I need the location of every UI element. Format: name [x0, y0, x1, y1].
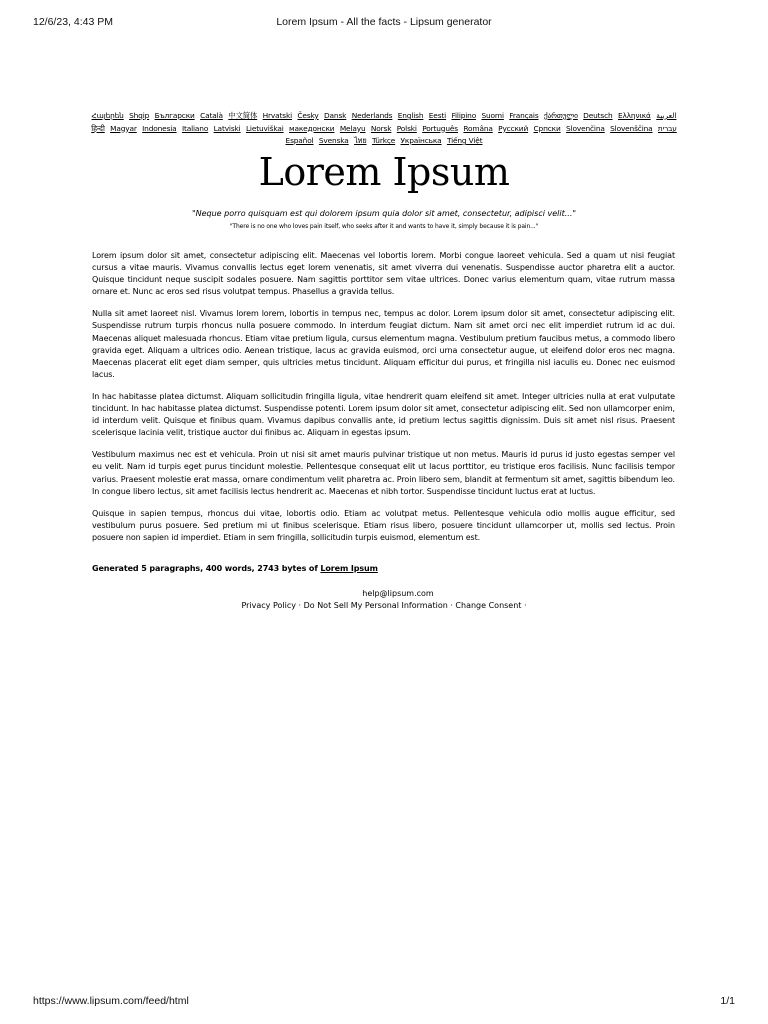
language-link[interactable]: Slovenščina	[610, 123, 653, 133]
language-link[interactable]: English	[397, 111, 424, 120]
lipsum-paragraph: Quisque in sapien tempus, rhoncus dui vitae, lobortis odio. Etiam ac volutpat metus. Pellentesque vehicula odio mollis augue efficitur, sed vestibulum purus posuere. Sed pretium mi ut finibus scelerisque. Etiam risus libero, posuere tincidunt ullamcorper ut, mollis sed lectus. Proin posuere non sapien id imperdiet. Etiam in sem fringilla, sollicitudin turpis euismod, elementum est.	[92, 508, 675, 542]
lipsum-paragraph: In hac habitasse platea dictumst. Aliquam sollicitudin fringilla ligula, vitae hendrerit quam eleifend sit amet. Integer ultricies nulla at erat vulputate tincidunt. In hac habitasse platea dictumst. Suspendisse potenti. Lorem ipsum dolor sit amet, consectetur adipiscing elit. Sed non ullamcorper enim, id interdum velit. Quisque et finibus quam. Vivamus dapibus convallis ante, id pretium lectus sagittis dignissim. Duis sit amet nisl risus. Praesent scelerisque lacinia velit, tristique auctor dui finibus ac. Aliquam in egestas ipsum.	[92, 391, 675, 438]
lorem-ipsum-link[interactable]: Lorem Ipsum	[320, 564, 378, 573]
language-link[interactable]: 中文简体	[228, 111, 258, 120]
language-link[interactable]: Italiano	[181, 123, 209, 133]
language-link[interactable]: Shqip	[129, 111, 150, 120]
lipsum-paragraph: Vestibulum maximus nec est et vehicula. Proin ut nisi sit amet mauris pulvinar tristique ut non metus. Mauris id purus id justo egestas semper vel eu velit. Nam id turpis eget purus tincidunt molestie. Pellentesque consequat elit ut lacus porttitor, eu tristique eros facilisis. Nunc facilisis tempor varius. Praesent molestie erat massa, ornare condimentum velit pharetra ac. Proin libero sem, blandit at fermentum sit amet, sagittis bibendum leo. In congue libero lectus, sit amet facilisis lectus hendrerit ac. Maecenas et nibh tortor. Suspendisse tincidunt luctus erat at luctus.	[92, 450, 675, 496]
language-link[interactable]: Eesti	[428, 111, 447, 120]
language-link[interactable]: Hrvatski	[262, 111, 293, 120]
language-link[interactable]: Suomi	[481, 111, 504, 120]
language-link[interactable]: Tiếng Việt	[446, 136, 483, 145]
language-link[interactable]: Français	[509, 111, 539, 120]
language-row	[284, 136, 484, 145]
language-link[interactable]: Lietuviškai	[245, 123, 284, 133]
language-link[interactable]: Português	[422, 123, 458, 133]
language-link[interactable]: हिन्दी	[91, 123, 105, 133]
language-link[interactable]: ‫العربية	[656, 111, 677, 120]
language-link[interactable]: ქართული	[543, 111, 578, 120]
language-row	[90, 124, 679, 133]
language-link[interactable]: Nederlands	[351, 111, 393, 120]
language-link[interactable]: Magyar	[110, 123, 137, 133]
policy-links[interactable]: Privacy Policy · Do Not Sell My Personal Information · Change Consent ·	[241, 601, 527, 610]
print-page-title: Lorem Ipsum - All the facts - Lipsum generator	[276, 16, 492, 28]
print-datetime: 12/6/23, 4:43 PM	[33, 16, 113, 28]
language-link[interactable]: Slovenčina	[566, 123, 605, 133]
latin-quote: "Neque porro quisquam est qui dolorem ipsum quia dolor sit amet, consectetur, adipisci velit..."	[191, 209, 577, 218]
language-link[interactable]: Româna	[463, 123, 493, 133]
language-links	[86, 110, 682, 148]
print-url: https://www.lipsum.com/feed/html	[33, 995, 189, 1007]
lipsum-paragraph: Nulla sit amet laoreet nisl. Vivamus lorem lorem, lobortis in tempus nec, tempus ac dolor. Lorem ipsum dolor sit amet, consectetur adipiscing elit. Suspendisse rutrum turpis rhoncus nulla posuere commodo. In interdum feugiat dictum. Nam sit amet orci nec elit imperdiet rutrum id ac dui. Maecenas aliquet malesuada rhoncus. Etiam vitae pretium ligula, cursus elementum magna. Vestibulum pretium faucibus metus, a commodo libero gravida eget. Aliquam a ultrices odio. Aenean tristique, lacus ac gravida euismod, orci urna consectetur augue, ut eleifend dolor eros nec magna. Maecenas placerat elit eget diam semper, quis ultricies metus tincidunt. Aliquam efficitur dui purus, et fringilla nisl iaculis eu. Donec nec euismod lacus.	[92, 309, 675, 379]
language-link[interactable]: македонски	[289, 123, 335, 133]
language-link[interactable]: Deutsch	[583, 111, 613, 120]
language-link[interactable]: Svenska	[318, 136, 349, 145]
language-link[interactable]: ไทย	[354, 136, 367, 145]
lorem-ipsum-logo: Lorem Ipsum	[258, 150, 510, 194]
language-link[interactable]: Dansk	[324, 111, 347, 120]
language-link[interactable]: Català	[200, 111, 223, 120]
contact-email-text[interactable]: help@lipsum.com	[362, 589, 434, 598]
language-link[interactable]: Ελληνικά	[617, 111, 651, 120]
language-row	[90, 111, 678, 120]
language-link[interactable]: Latviski	[213, 123, 241, 133]
generated-summary-text: Generated 5 paragraphs, 400 words, 2743 bytes of	[92, 564, 321, 573]
language-link[interactable]: Polski	[396, 123, 417, 133]
language-link[interactable]: ‫עברית	[657, 123, 677, 133]
language-link[interactable]: Español	[285, 136, 314, 145]
contact-email	[0, 589, 768, 598]
language-link[interactable]: Հայերեն	[91, 111, 124, 120]
language-link[interactable]: Български	[154, 111, 195, 120]
language-link[interactable]: Српски	[533, 123, 561, 133]
language-link[interactable]: Pyccкий	[498, 123, 529, 133]
english-quote: "There is no one who loves pain itself, who seeks after it and wants to have it, simply because it is pain..."	[229, 223, 539, 230]
print-page-number: 1/1	[720, 995, 735, 1007]
language-link[interactable]: Norsk	[370, 123, 392, 133]
language-link[interactable]: Melayu	[339, 123, 366, 133]
language-link[interactable]: Filipino	[451, 111, 477, 120]
language-link[interactable]: Türkçe	[371, 136, 396, 145]
language-link[interactable]: Česky	[297, 111, 319, 120]
generated-summary	[92, 564, 675, 573]
print-header	[0, 16, 768, 30]
language-link[interactable]: Indonesia	[142, 123, 177, 133]
lipsum-text	[92, 250, 675, 554]
lipsum-paragraph: Lorem ipsum dolor sit amet, consectetur adipiscing elit. Maecenas vel lobortis lorem. Morbi congue laoreet vehicula. Sed a quam ut nisi feugiat cursus a vitae mauris. Vivamus convallis lectus eget lorem venenatis, sit amet viverra dui venenatis. Suspendisse auctor pharetra elit a auctor. Quisque tincidunt neque suscipit sodales posuere. Nam sagittis porttitor sem vitae ultrices. Donec varius elementum quam, vitae rutrum massa ornare et. Nunc ac eros sed risus volutpat tempus. Phasellus a gravida tellus.	[92, 251, 675, 297]
print-footer	[0, 995, 768, 1009]
language-link[interactable]: Українська	[400, 136, 442, 145]
